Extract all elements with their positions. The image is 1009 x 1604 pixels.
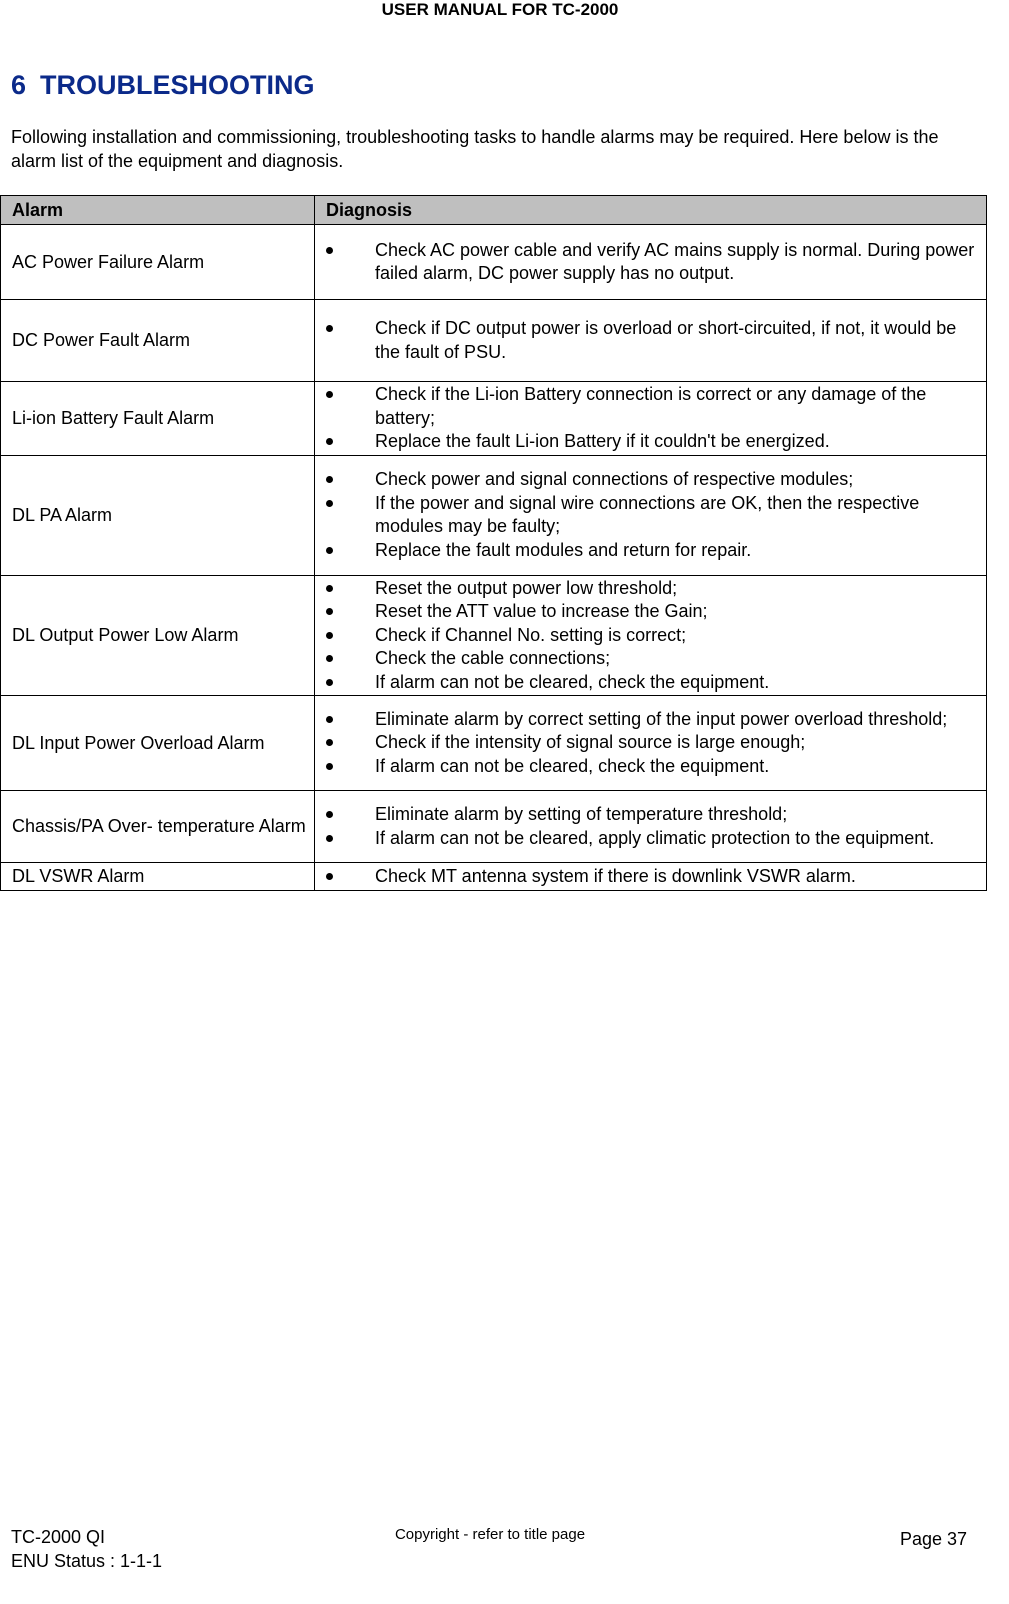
- diagnosis-text: Check if the intensity of signal source is large enough;: [375, 732, 806, 753]
- bullet-icon: [326, 811, 333, 818]
- diagnosis-item: [315, 865, 982, 889]
- table-row: [1, 382, 987, 456]
- bullet-icon: [326, 247, 333, 254]
- table-row: [1, 791, 987, 863]
- diagnosis-list: [315, 803, 982, 850]
- diagnosis-text: If alarm can not be cleared, apply climatic protection to the equipment.: [375, 827, 935, 848]
- bullet-icon: [326, 585, 333, 592]
- bullet-icon: [326, 391, 333, 398]
- table-row: [1, 863, 987, 891]
- alarm-name-cell: DL PA Alarm: [1, 455, 315, 575]
- diagnosis-list: [315, 865, 982, 889]
- diagnosis-cell: [315, 863, 987, 891]
- diagnosis-text: Eliminate alarm by setting of temperature threshold;: [375, 804, 788, 824]
- table-row: [1, 225, 987, 300]
- table-row: [1, 455, 987, 575]
- bullet-icon: [326, 716, 333, 723]
- diagnosis-cell: [315, 382, 987, 456]
- chapter-number: 6: [11, 70, 27, 100]
- diagnosis-text: Replace the fault modules and return for repair.: [375, 539, 752, 560]
- diagnosis-text: Check AC power cable and verify AC mains supply is normal. During power failed alarm, DC power supply has no output.: [375, 239, 975, 283]
- footer-page-number: Page 37: [899, 1529, 967, 1549]
- table-header-row: [1, 196, 987, 225]
- diagnosis-text: Check if the Li-ion Battery connection is correct or any damage of the battery;: [375, 384, 927, 428]
- diagnosis-item: [315, 430, 982, 454]
- alarm-name-cell: DC Power Fault Alarm: [1, 300, 315, 382]
- diagnosis-cell: [315, 791, 987, 863]
- diagnosis-cell: [315, 696, 987, 791]
- diagnosis-item: [315, 624, 982, 648]
- diagnosis-text: Reset the ATT value to increase the Gain;: [375, 601, 708, 621]
- diagnosis-item: [315, 731, 982, 755]
- diagnosis-text: If the power and signal wire connections are OK, then the respective modules may be faulty;: [375, 492, 920, 536]
- bullet-icon: [326, 476, 333, 483]
- diagnosis-text: Check power and signal connections of respective modules;: [375, 469, 854, 489]
- diagnosis-list: [315, 317, 982, 364]
- diagnosis-item: [315, 539, 982, 563]
- alarm-name-cell: AC Power Failure Alarm: [1, 225, 315, 300]
- diagnosis-text: Eliminate alarm by correct setting of the input power overload threshold;: [375, 708, 948, 729]
- header-alarm: Alarm: [1, 196, 315, 225]
- table-row: [1, 696, 987, 791]
- bullet-icon: [326, 547, 333, 554]
- diagnosis-cell: [315, 455, 987, 575]
- intro-paragraph: Following installation and commissioning, troubleshooting tasks to handle alarms may be required. Here below is the alarm list of the equipment and diagnosis.: [11, 127, 939, 171]
- diagnosis-item: [315, 827, 982, 851]
- chapter-title: [11, 68, 315, 102]
- diagnosis-cell: [315, 300, 987, 382]
- table-row: [1, 300, 987, 382]
- bullet-icon: [326, 608, 333, 615]
- bullet-icon: [326, 655, 333, 662]
- alarm-name-cell: Chassis/PA Over- temperature Alarm: [1, 791, 315, 863]
- diagnosis-list: [315, 383, 982, 454]
- diagnosis-item: [315, 577, 982, 601]
- diagnosis-text: Check if DC output power is overload or short-circuited, if not, it would be the fault of PSU.: [375, 318, 957, 362]
- diagnosis-item: [315, 647, 982, 671]
- header-diagnosis: Diagnosis: [315, 196, 987, 225]
- diagnosis-text: Check MT antenna system if there is downlink VSWR alarm.: [375, 865, 856, 886]
- diagnosis-list: [315, 468, 982, 562]
- diagnosis-item: [315, 708, 982, 732]
- diagnosis-text: Check the cable connections;: [375, 648, 611, 668]
- footer-doc-id: TC-2000 QI: [11, 1527, 106, 1547]
- running-header: USER MANUAL FOR TC-2000: [381, 0, 619, 19]
- table-row: [1, 575, 987, 696]
- diagnosis-cell: [315, 575, 987, 696]
- footer-copyright: Copyright - refer to title page: [394, 1526, 586, 1543]
- diagnosis-item: [315, 755, 982, 779]
- alarm-name-cell: DL Input Power Overload Alarm: [1, 696, 315, 791]
- bullet-icon: [326, 632, 333, 639]
- bullet-icon: [326, 739, 333, 746]
- alarm-name-cell: DL VSWR Alarm: [1, 863, 315, 891]
- diagnosis-item: [315, 803, 982, 827]
- diagnosis-list: [315, 577, 982, 695]
- diagnosis-item: [315, 383, 982, 430]
- footer-status: ENU Status : 1-1-1: [11, 1551, 163, 1571]
- bullet-icon: [326, 835, 333, 842]
- diagnosis-text: If alarm can not be cleared, check the equipment.: [375, 671, 770, 692]
- diagnosis-item: [315, 239, 982, 286]
- alarm-rows: [1, 225, 987, 891]
- chapter-title-text: TROUBLESHOOTING: [40, 70, 315, 100]
- alarm-table: [0, 195, 987, 891]
- diagnosis-text: Reset the output power low threshold;: [375, 577, 678, 598]
- bullet-icon: [326, 873, 333, 880]
- bullet-icon: [326, 763, 333, 770]
- bullet-icon: [326, 325, 333, 332]
- diagnosis-cell: [315, 225, 987, 300]
- bullet-icon: [326, 500, 333, 507]
- diagnosis-text: If alarm can not be cleared, check the equipment.: [375, 755, 770, 776]
- diagnosis-list: [315, 239, 982, 286]
- alarm-name-cell: Li-ion Battery Fault Alarm: [1, 382, 315, 456]
- bullet-icon: [326, 679, 333, 686]
- diagnosis-item: [315, 600, 982, 624]
- diagnosis-item: [315, 492, 982, 539]
- diagnosis-item: [315, 317, 982, 364]
- diagnosis-list: [315, 708, 982, 779]
- alarm-name-cell: DL Output Power Low Alarm: [1, 575, 315, 696]
- diagnosis-item: [315, 671, 982, 695]
- diagnosis-text: Replace the fault Li-ion Battery if it couldn't be energized.: [375, 431, 830, 451]
- diagnosis-text: Check if Channel No. setting is correct;: [375, 624, 687, 645]
- bullet-icon: [326, 438, 333, 445]
- diagnosis-item: [315, 468, 982, 492]
